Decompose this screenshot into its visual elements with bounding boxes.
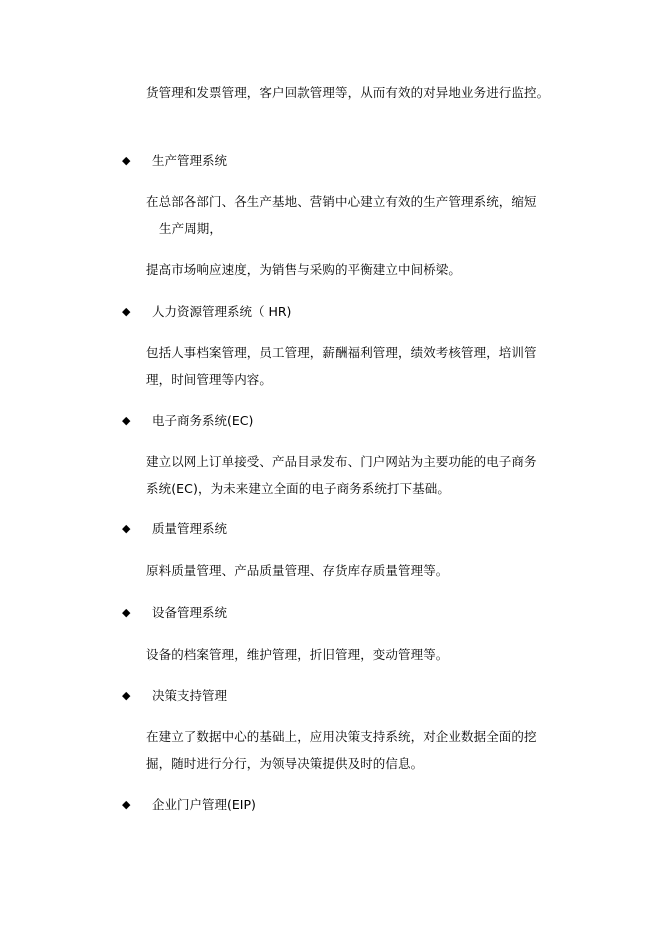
section-heading-equipment: 设备管理系统 [152, 605, 228, 620]
section-text-line: 在总部各部门、各生产基地、营销中心建立有效的生产管理系统，缩短 [146, 194, 537, 209]
section-text-line: 设备的档案管理，维护管理，折旧管理，变动管理等。 [146, 647, 449, 662]
section-text-line: 包括人事档案管理，员工管理，薪酬福利管理，绩效考核管理，培训管 [146, 345, 537, 360]
diamond-bullet-icon: ◆ [122, 305, 131, 318]
section-heading-hr: 人力资源管理系统（ HR) [152, 304, 292, 319]
section-text-line: 原料质量管理、产品质量管理、存货库存质量管理等。 [146, 563, 449, 578]
diamond-bullet-icon: ◆ [122, 606, 131, 619]
section-heading-ec: 电子商务系统(EC) [152, 413, 254, 428]
section-heading-decision: 决策支持管理 [152, 688, 228, 703]
diamond-bullet-icon: ◆ [122, 414, 131, 427]
diamond-bullet-icon: ◆ [122, 689, 131, 702]
diamond-bullet-icon: ◆ [122, 522, 131, 535]
diamond-bullet-icon: ◆ [122, 154, 131, 167]
section-heading-eip: 企业门户管理(EIP) [152, 797, 256, 812]
section-text-line: 系统(EC)，为未来建立全面的电子商务系统打下基础。 [146, 481, 450, 496]
intro-line: 货管理和发票管理，客户回款管理等，从而有效的对异地业务进行监控。 [146, 85, 550, 100]
section-text-line: 生产周期， [159, 221, 223, 236]
section-text-line: 提高市场响应速度，为销售与采购的平衡建立中间桥梁。 [146, 262, 462, 277]
diamond-bullet-icon: ◆ [122, 798, 131, 811]
section-text-line: 建立以网上订单接受、产品目录发布、门户网站为主要功能的电子商务 [146, 454, 537, 469]
section-text-line: 掘，随时进行分行，为领导决策提供及时的信息。 [146, 756, 424, 771]
section-heading-production: 生产管理系统 [152, 153, 228, 168]
section-text-line: 在建立了数据中心的基础上，应用决策支持系统，对企业数据全面的挖 [146, 729, 537, 744]
section-text-line: 理，时间管理等内容。 [146, 372, 273, 387]
section-heading-quality: 质量管理系统 [152, 521, 228, 536]
